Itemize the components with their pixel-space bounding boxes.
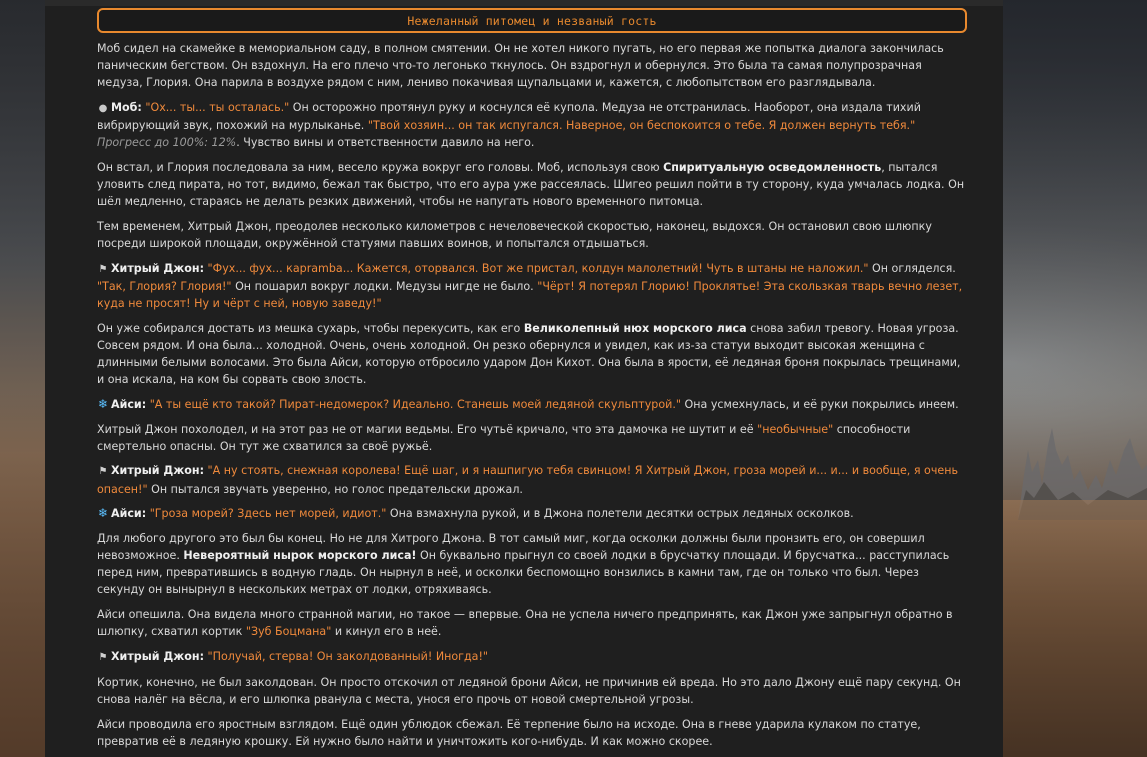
dialogue-quote: "А ты ещё кто такой? Пират-недомерок? Идеально. Станешь моей ледяной скульптурой."	[149, 397, 681, 411]
progress-note: Прогресс до 100%: 12%	[97, 136, 237, 150]
story-text	[97, 40, 965, 757]
narration: снова забил тревогу. Новая угроза. Совсем рядом. И она была... холодной. Очень, очень холодной. Он резко обернулся и увидел, как из-за статуи выходит высокая женщина с длинными белыми волосами. Это была Айси, которую отбросило ударом Дон Кихот. Она была в ярости, её ледяная броня покрылась трещинами, и она искала, на ком бы сорвать свою злость.	[97, 321, 961, 387]
paragraph-4: Тем временем, Хитрый Джон, преодолев несколько километров с нечеловеческой скоростью, наконец, выдохся. Он остановил свою шлюпку посреди широкой площади, окружённой статуями павших воинов, и попытался отдышаться.	[97, 219, 932, 250]
snowflake-icon: ❄	[97, 506, 109, 521]
dialogue-quote: "Гроза морей? Здесь нет морей, идиот."	[149, 507, 387, 521]
narration: Хитрый Джон похолодел, и на этот раз не от магии ведьмы. Его чутьё кричало, что эта дамочка не шутит и её	[97, 422, 758, 436]
background-left	[0, 0, 45, 757]
paragraph-12	[97, 606, 965, 640]
narration: Он осторожно протянул руку и коснулся её купола. Медуза не отстранилась. Наоборот, она издала тихий вибрирующий звук, похожий на мурлыканье.	[97, 100, 921, 133]
chapter-title-text: Нежеланный питомец и незваный гость	[407, 13, 657, 28]
background-desert	[1003, 500, 1147, 757]
narration: и кинул его в неё.	[331, 625, 442, 639]
narration: Он пошарил вокруг лодки. Медузы нигде не было.	[231, 279, 538, 293]
narration: способности смертельно опасны. Он тут же схватился за своё ружьё.	[97, 422, 911, 453]
speaker-name: Айси:	[111, 507, 147, 521]
skill-name: Великолепный нюх морского лиса	[523, 321, 747, 335]
paragraph-13	[97, 648, 965, 666]
chapter-title	[97, 8, 967, 33]
paragraph-10	[97, 505, 965, 522]
narration: Он пытался звучать уверенно, но голос предательски дрожал.	[147, 482, 523, 496]
narration: Для любого другого это был бы конец. Но не для Хитрого Джона. В тот самый миг, когда осколки должны были пронзить его, он совершил невозможное.	[97, 532, 925, 563]
paragraph-3	[97, 159, 965, 210]
paragraph-14: Кортик, конечно, не был заколдован. Он просто отскочил от ледяной брони Айси, не причинив ей вреда. Но это дало Джону ещё пару секунд. Он снова налёг на вёсла, и его шлюпка рванула с места, унося его прочь от новой смертельной угрозы.	[97, 675, 961, 706]
story-panel	[45, 0, 1003, 757]
paragraph-7	[97, 396, 965, 413]
paragraph-1: Моб сидел на скамейке в мемориальном саду, в полном смятении. Он не хотел никого пугать, но его первая же попытка диалога закончилась паническим бегством. Он вздохнул. На его плечо что-то легонько ткнулось. Он вздрогнул и обернулся. Это была та самая полупрозрачная медуза, Глория. Она парила в воздухе рядом с ним, лениво покачивая щупальцами и, кажется, с любопытством его разглядывала.	[97, 42, 944, 90]
dialogue-quote: "Так, Глория? Глория!"	[97, 279, 232, 293]
narration: Он буквально прыгнул со своей лодки в брусчатку площади. И брусчатка... расступилась перед ним, превратившись в водную гладь. Он нырнул в неё, и осколки беспомощно вонзились в камни там, где он только что был. Через секунду он вынырнул в нескольких метрах от лодки, отряхиваясь.	[97, 549, 950, 597]
paragraph-5	[97, 260, 965, 312]
ghost-face-icon: ●	[98, 102, 108, 114]
dialogue-quote: "Получай, стерва! Он заколдованный! Иногда!"	[207, 650, 489, 664]
paragraph-8	[97, 421, 965, 455]
pirate-flag-icon: ⚑	[98, 652, 108, 664]
paragraph-6	[97, 320, 965, 388]
narration: Она усмехнулась, и её руки покрылись инеем.	[680, 397, 959, 411]
speaker-name: Моб:	[111, 100, 142, 114]
narration: Он уже собирался достать из мешка сухарь, чтобы перекусить, как его	[97, 321, 524, 335]
narration: Она взмахнула рукой, и в Джона полетели десятки острых ледяных осколков.	[386, 507, 854, 521]
dialogue-quote: "А ну стоять, снежная королева! Ещё шаг, и я нашпигую тебя свинцом! Я Хитрый Джон, гроза морей и... и... и вообще, я очень опасен!"	[97, 464, 959, 496]
speaker-name: Хитрый Джон:	[111, 464, 205, 478]
top-toolbar-strip	[45, 0, 1003, 6]
dialogue-quote: "Твой хозяин... он так испугался. Наверное, он беспокоится о тебе. Я должен вернуть тебя."	[367, 119, 916, 133]
speaker-name: Айси:	[111, 397, 147, 411]
paragraph-9	[97, 462, 965, 497]
narration: Айси опешила. Она видела много странной магии, но такое — впервые. Она не успела ничего предпринять, как Джон уже запрыгнул обратно в шлюпку, схватил кортик	[97, 608, 953, 639]
paragraph-2	[97, 99, 965, 151]
narration: . Чувство вины и ответственности давило на него.	[236, 136, 535, 150]
narration: , пытался уловить след пирата, но тот, видимо, бежал так быстро, что его аура уже рассеялась. Шигео решил пойти в ту сторону, куда умчалась лодка. Он шёл медленно, стараясь не делать резких движений, чтобы не напугать нового временного питомца.	[97, 160, 965, 209]
dialogue-quote: "Зуб Боцмана"	[245, 625, 332, 639]
pirate-flag-icon: ⚑	[98, 263, 108, 275]
paragraph-15: Айси проводила его яростным взглядом. Ещё один ублюдок сбежал. Её терпение было на исходе. Она в гневе ударила кулаком по статуе, превратив её в ледяную крошку. Ей нужно было найти и уничтожить кого-нибудь. И как можно скорее.	[97, 717, 921, 748]
speaker-name: Хитрый Джон:	[111, 650, 205, 664]
dialogue-quote: "Ох... ты... ты осталась."	[145, 100, 290, 114]
paragraph-11	[97, 530, 965, 598]
dialogue-quote: "необычные"	[757, 422, 834, 436]
pirate-flag-icon: ⚑	[98, 466, 108, 478]
narration: Он встал, и Глория последовала за ним, весело кружа вокруг его головы. Моб, используя свою	[97, 160, 664, 174]
skill-name: Невероятный нырок морского лиса!	[183, 549, 417, 563]
dialogue-quote: "Чёрт! Я потерял Глорию! Проклятье! Эта скользкая тварь вечно лезет, куда не просят! Ну и чёрт с ней, новую заведу!"	[97, 279, 963, 310]
skill-name: Спиритуальную осведомленность	[663, 160, 882, 174]
narration: Он огляделся.	[868, 261, 956, 275]
background-desert-left	[0, 0, 45, 757]
background-right	[1003, 0, 1147, 757]
dialogue-quote: "Фух... фух... карramba... Кажется, оторвался. Вот же пристал, колдун малолетний! Чуть в штаны не наложил."	[207, 261, 869, 275]
snowflake-icon: ❄	[97, 396, 109, 411]
speaker-name: Хитрый Джон:	[111, 261, 205, 275]
